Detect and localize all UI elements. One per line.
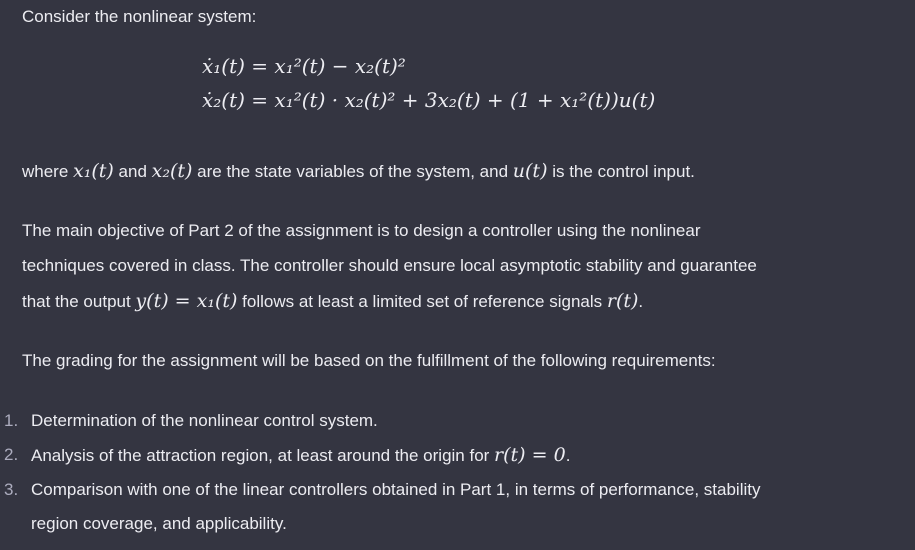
list-item [0,404,901,438]
grading-text: The grading for the assignment will be based on the fulfillment of the following requirements: [22,351,716,370]
list-item-text: Determination of the nonlinear control system. [31,411,378,430]
objective-line-1: The main objective of Part 2 of the assignment is to design a controller using the nonlinear [22,221,701,240]
list-number: 3. [4,480,19,499]
list-number: 1. [4,411,19,430]
math-u: u(t) [512,160,548,182]
objective-text-c: . [638,292,644,311]
list-item [0,438,901,473]
math-x2: x₂(t) [151,160,193,182]
where-text-d: is the control input. [547,162,695,181]
list-item-text-line-2: region coverage, and applicability. [31,514,287,533]
intro-text: Consider the nonlinear system: [22,7,257,26]
list-item-tail: . [565,446,571,465]
list-item [0,473,901,541]
objective-text-a: that the output [22,292,136,311]
requirements-list [0,404,901,541]
objective-line-2: techniques covered in class. The controller should ensure local asymptotic stability and guarantee [22,256,757,275]
list-item-text: Comparison with one of the linear controllers obtained in Part 1, in terms of performance, stability [31,480,761,499]
where-paragraph [22,154,695,189]
objective-text-b: follows at least a limited set of reference signals [237,292,607,311]
where-text-c: are the state variables of the system, and [192,162,513,181]
where-text-a: where [22,162,74,181]
where-text-b: and [113,162,152,181]
list-item-text: Analysis of the attraction region, at least around the origin for [31,446,495,465]
objective-line-3 [22,284,643,319]
equation-1: ẋ₁(t) = x₁²(t) − x₂(t)² [202,54,406,78]
math-x1: x₁(t) [73,160,114,182]
list-number: 2. [4,445,19,464]
math-output: y(t) = x₁(t) [135,290,238,312]
equation-2: ẋ₂(t) = x₁²(t) · x₂(t)² + 3x₂(t) + (1 + x₁²(t))u(t) [202,88,656,112]
math-r-zero: r(t) = 0 [494,444,566,466]
math-reference: r(t) [606,290,639,312]
